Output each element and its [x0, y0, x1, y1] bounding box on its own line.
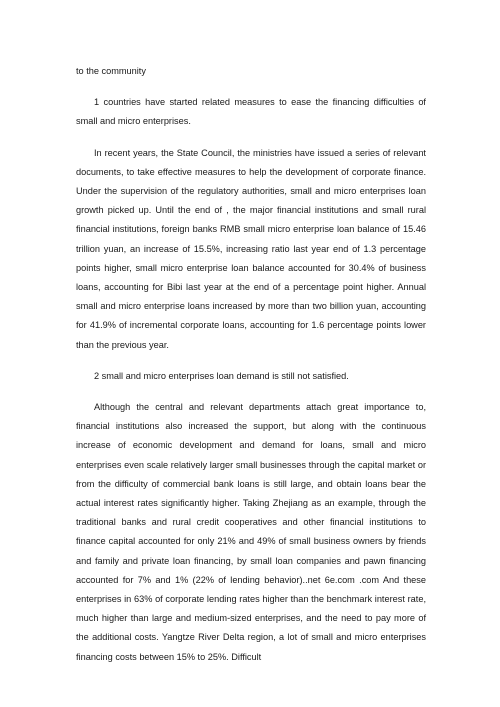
- paragraph-zhejiang-example: Although the central and relevant departments attach great importance to, financial institutions also increased the support, but along with the continuous increase of economic development and demand for loans, small and micro enterprises even scale relatively larger small businesses through the capital market or from the difficulty of commercial bank loans is still large, and obtain loans bear the actual interest rates significantly higher. Taking Zhejiang as an example, through the traditional banks and rural credit cooperatives and other financial institutions to finance capital accounted for only 21% and 49% of small business owners by friends and family and private loan financing, by small loan companies and pawn financing accounted for 7% and 1% (22% of lending behavior)..net 6e.com .com And these enterprises in 63% of corporate lending rates higher than the benchmark interest rate, much higher than large and medium-sized enterprises, and the need to pay more of the additional costs. Yangtze River Delta region, a lot of small and micro enterprises financing costs between 15% to 25%. Difficult: [76, 402, 426, 662]
- paragraph-continuation: to the community: [76, 66, 146, 76]
- paragraph-state-council: In recent years, the State Council, the ministries have issued a series of relevant documents, to take effective measures to help the development of corporate finance. Under the supervision of the regulatory authorities, small and micro enterprises loan growth picked up. Until the end of , the major financial institutions and small rural financial institutions, foreign banks RMB small micro enterprise loan balance of 15.46 trillion yuan, an increase of 15.5%, increasing ratio last year end of 1.3 percentage points higher, small micro enterprise loan balance accounted for 30.4% of business loans, accounting for Bibi last year at the end of a percentage point higher. Annual small and micro enterprise loans increased by more than two billion yuan, accounting for 41.9% of incremental corporate loans, accounting for 1.6 percentage points lower than the previous year.: [76, 147, 426, 350]
- paragraph-section-2-heading: 2 small and micro enterprises loan demand is still not satisfied.: [94, 370, 349, 381]
- paragraph-section-1-heading: 1 countries have started related measures to ease the financing difficulties of small and micro enterprises.: [76, 97, 426, 127]
- document-body: [76, 62, 426, 667]
